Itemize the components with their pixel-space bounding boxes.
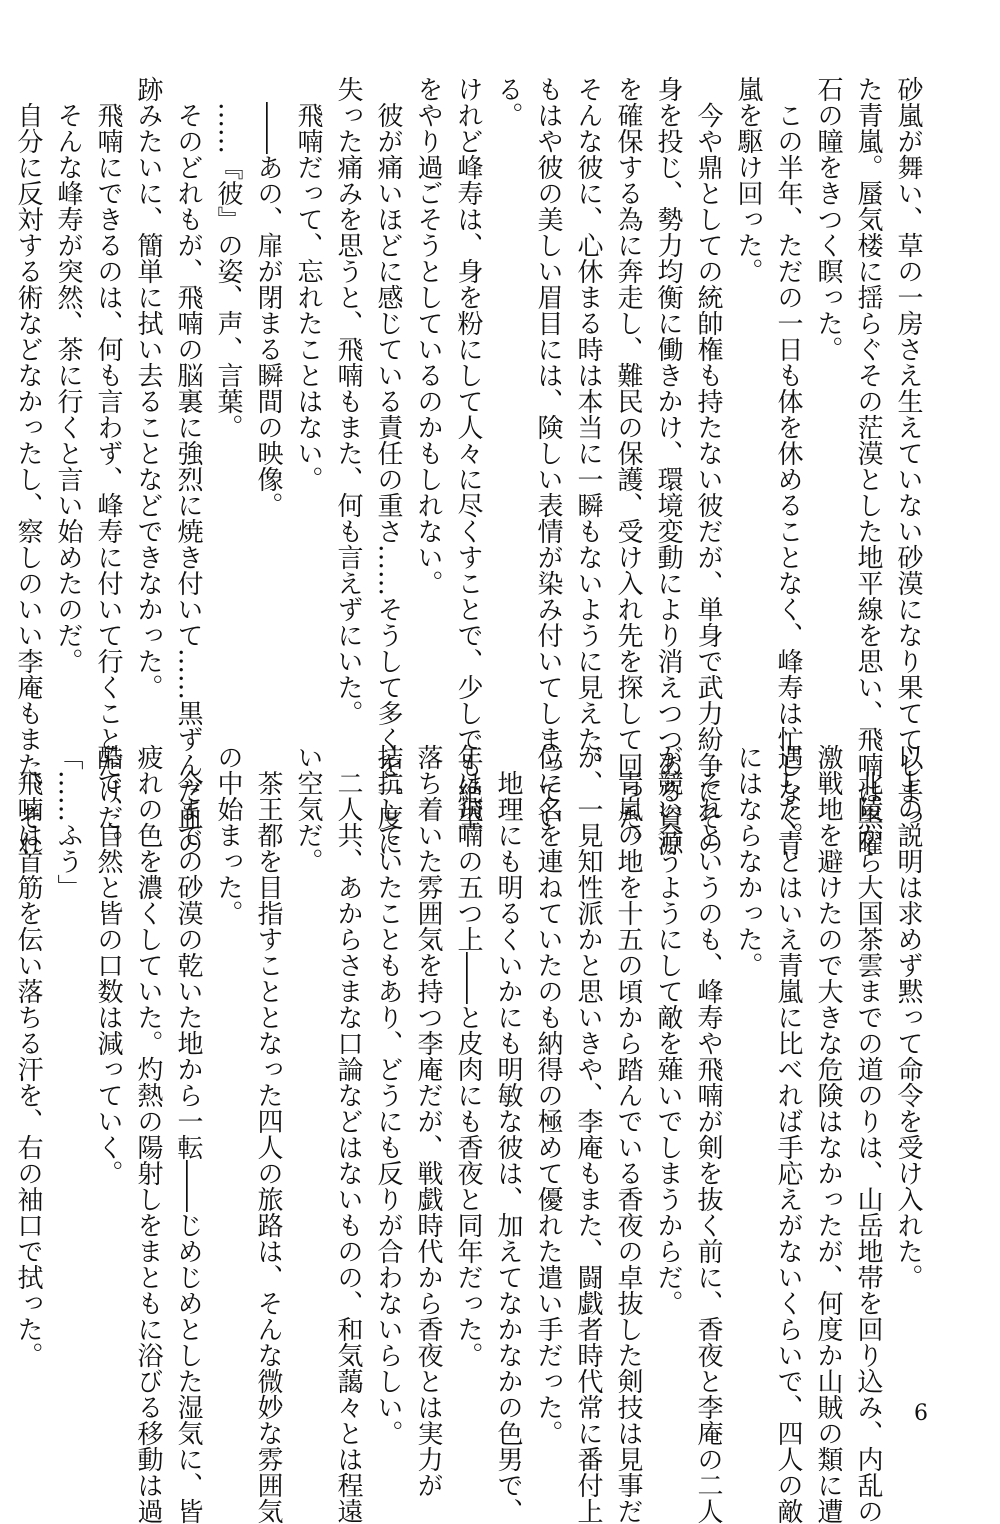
text-line: 自分に反対する術などなかったし、察しのいい李庵もまた、それ	[13, 76, 43, 856]
text-line: 今や鼎としての統帥権も持たない彼だが、単身で武力紛争にその	[693, 76, 723, 856]
text-line: 飛喃は首筋を伝い落ちる汗を、右の袖口で拭った。	[13, 744, 43, 1368]
text-line: 身を投じ、勢力均衡に働きかけ、環境変動により消えつつある資源	[653, 76, 683, 856]
text-line: い空気だ。	[293, 744, 323, 874]
text-line: 酷で、自然と皆の口数は減っていく。	[93, 744, 123, 1186]
text-line: この半年、ただの一日も体を休めることなく、峰寿は忙しなく青	[773, 76, 803, 856]
text-line: 失った痛みを思うと、飛喃もまた、何も言えずにいた。	[333, 76, 363, 726]
text-line: 彼が痛いほどに感じている責任の重さ……そうして多くを一度に	[373, 76, 403, 856]
text-line: 拮抗していたこともあり、どうにも反りが合わないらしい。	[373, 744, 403, 1446]
text-line: をやり過ごそうとしているのかもしれない。	[413, 76, 443, 596]
text-line: 嵐を駆け回った。	[733, 76, 763, 284]
text-line: 砂嵐が舞い、草の一房さえ生えていない砂漠になり果ててしまっ	[893, 76, 923, 830]
text-line: 石の瞳をきつく瞑った。	[813, 76, 843, 362]
text-line: にはならなかった。	[733, 744, 763, 978]
text-line: た青嵐。蜃気楼に揺らぐその茫漠とした地平線を思い、飛喃は黒曜	[853, 76, 883, 856]
text-line: けれど峰寿は、身を粉にして人々に尽くすことで、少しでも絶望	[453, 76, 483, 830]
text-line: 飛喃だって、忘れたことはない。	[293, 76, 323, 492]
text-line: る。	[493, 76, 523, 128]
text-line: 地理にも明るくいかにも明敏な彼は、加えてなかなかの色男で、	[493, 744, 523, 1524]
text-line: 落ち着いた雰囲気を持つ李庵だが、戦戯時代から香夜とは実力が	[413, 744, 443, 1498]
text-line: 北陵から大国茶雲までの道のりは、山岳地帯を回り込み、内乱の	[853, 744, 883, 1524]
text-line: そんな峰寿が突然、茶に行くと言い始めたのだ。	[53, 76, 83, 674]
text-line: を確保する為に奔走し、難民の保護、受け入れ先を探して回った。	[613, 76, 643, 856]
text-line: 年は飛喃の五つ上――と皮肉にも香夜と同年だった。	[453, 744, 483, 1368]
text-line: 二人共、あからさまな口論などはないものの、和気藹々とは程遠	[333, 744, 363, 1524]
text-line: 跡みたいに、簡単に拭い去ることなどできなかった。	[133, 76, 163, 700]
page-number: 6	[914, 1401, 928, 1426]
text-line: それというのも、峰寿や飛喃が剣を抜く前に、香夜と李庵の二人	[693, 744, 723, 1524]
text-line: 位に名を連ねていたのも納得の極めて優れた遣い手だった。	[533, 744, 563, 1446]
text-line: 茶王都を目指すこととなった四人の旅路は、そんな微妙な雰囲気	[253, 744, 283, 1524]
text-line: 今までの砂漠の乾いた地から一転――じめじめとした湿気に、皆	[173, 744, 203, 1524]
text-line: が、一見知性派かと思いきや、李庵もまた、闘戯者時代常に番付上	[573, 744, 603, 1524]
text-line: 疲れの色を濃くしていた。灼熱の陽射しをまともに浴びる移動は過	[133, 744, 163, 1524]
text-line: ……『彼』の姿、声、言葉。	[213, 76, 243, 440]
text-line: 「……ふう」	[53, 744, 83, 900]
text-line: 激戦地を避けたので大きな危険はなかったが、何度か山賊の類に遭	[813, 744, 843, 1524]
text-line: そのどれもが、飛喃の脳裏に強烈に焼き付いて……黒ずんだ血の	[173, 76, 203, 856]
text-line: ――あの、扉が閉まる瞬間の映像。	[253, 76, 283, 518]
text-line: の中始まった。	[213, 744, 243, 926]
lower-text-block	[13, 744, 928, 1524]
text-line: 以上の説明は求めず黙って命令を受け入れた。	[893, 744, 923, 1290]
text-line: が競い合うようにして敵を薙いでしまうからだ。	[653, 744, 683, 1316]
text-line: 飛喃にできるのは、何も言わず、峰寿に付いて行くことだけだ。	[93, 76, 123, 856]
text-line: もはや彼の美しい眉目には、険しい表情が染み付いてしまってい	[533, 76, 563, 830]
text-line: 遇した。とはいえ青嵐に比べれば手応えがないくらいで、四人の敵	[773, 744, 803, 1524]
text-line: そんな彼に、心休まる時は本当に一瞬もないように見えた。	[573, 76, 603, 778]
text-line: 青嵐の地を十五の頃から踏んでいる香夜の卓抜した剣技は見事だ	[613, 744, 643, 1524]
